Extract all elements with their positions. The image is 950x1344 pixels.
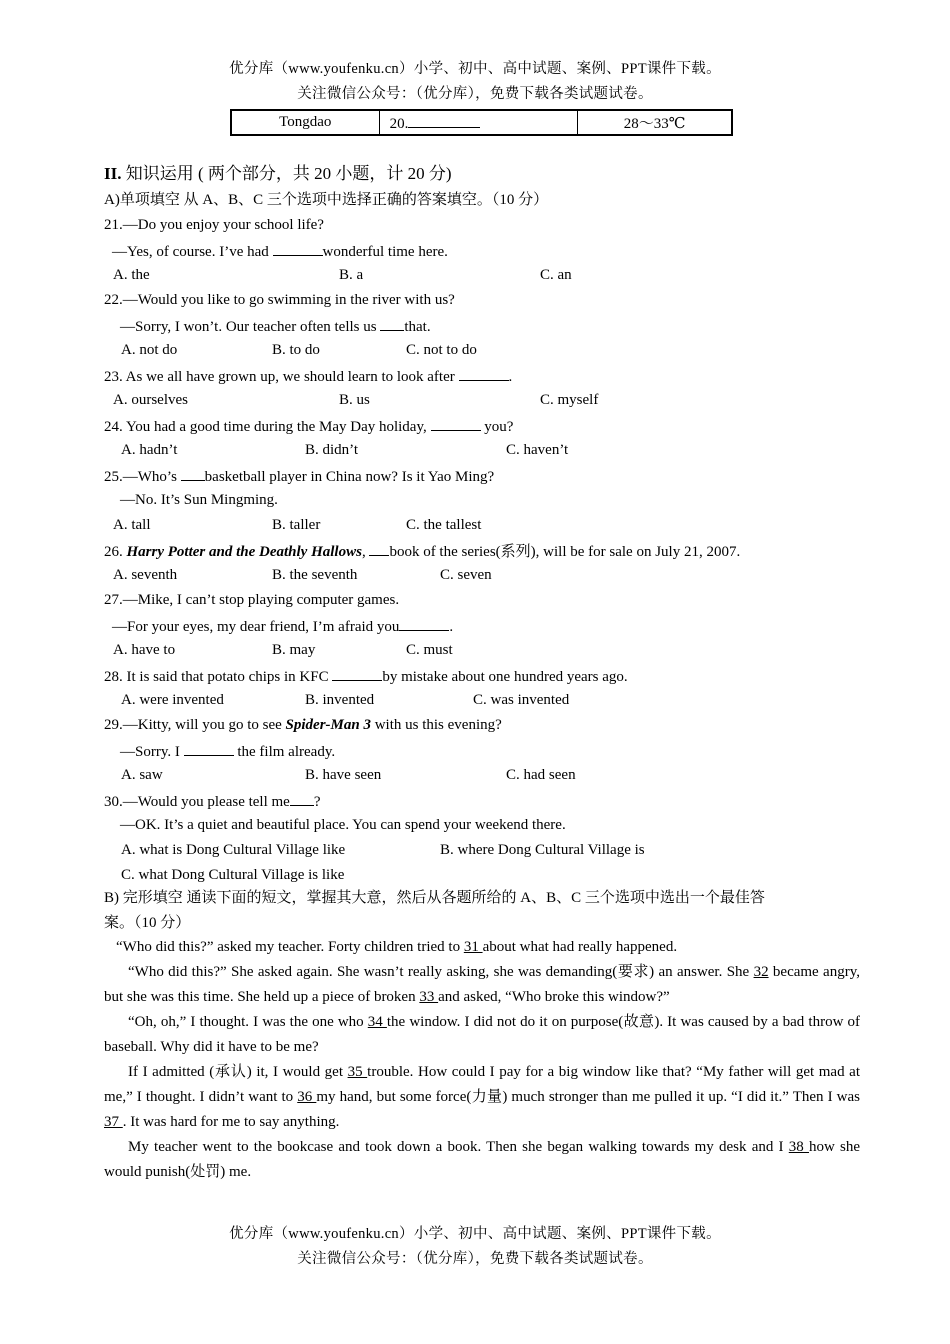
book-title: Harry Potter and the Deathly Hallows	[126, 544, 362, 560]
header-line-2: 关注微信公众号：（优分库），免费下载各类试题试卷。	[297, 86, 653, 102]
option-27-a: A. have to	[113, 642, 176, 658]
option-29-c: C. had seen	[506, 767, 576, 783]
option-25-a: A. tall	[113, 517, 151, 533]
passage-text: about what had really happened.	[482, 939, 678, 955]
paragraph-5	[104, 1135, 860, 1185]
cloze-passage	[104, 935, 860, 1185]
section-number: II.	[104, 164, 122, 183]
passage-text: the window. I did not do it on purpose(故意). It was caused by a bad throw of baseball. Why did it have to be me?	[104, 1014, 861, 1055]
film-title: Spider-Man 3	[285, 717, 371, 733]
paragraph-1	[104, 935, 860, 960]
option-21-a: A. the	[113, 267, 150, 283]
answer-blank	[181, 465, 205, 481]
part-b-instructions: B) 完形填空 通读下面的短文，掌握其大意，然后从各题所给的 A、B、C 三个选项中选出一个最佳答	[104, 890, 765, 906]
option-21-b: B. a	[339, 267, 364, 283]
question-22: 22.—Would you like to go swimming in the river with us?	[104, 292, 455, 308]
blank-38: 38	[788, 1139, 809, 1155]
option-28-b: B. invented	[305, 692, 375, 708]
question-28	[104, 665, 628, 687]
option-30-b: B. where Dong Cultural Village is	[440, 842, 645, 858]
answer-blank	[290, 790, 314, 806]
option-25-c: C. the tallest	[406, 517, 482, 533]
option-27-b: B. may	[272, 642, 316, 658]
option-28-c: C. was invented	[473, 692, 570, 708]
section-title-text: 知识运用 ( 两个部分，共 20 小题，计 20 分)	[121, 164, 452, 183]
option-28-a: A. were invented	[121, 692, 224, 708]
question-text: with us this evening?	[370, 717, 502, 733]
question-text: ,	[361, 544, 370, 560]
question-27: 27.—Mike, I can’t stop playing computer games.	[104, 592, 400, 608]
section-title	[104, 164, 452, 184]
answer-text: wonderful time here.	[322, 244, 448, 260]
option-25-b: B. taller	[272, 517, 321, 533]
answer-30: —OK. It’s a quiet and beautiful place. You can spend your weekend there.	[120, 817, 566, 833]
question-30	[104, 790, 321, 812]
passage-text: how she would punish(处罚) me.	[104, 1139, 861, 1180]
option-29-b: B. have seen	[305, 767, 382, 783]
passage-text: trouble. How could I pay for a big window like that? “My father will get mad at me,” I thought. I didn’t want to	[104, 1064, 861, 1105]
city-cell: Tongdao	[231, 110, 379, 135]
question-text: 28. It is said that potato chips in KFC	[104, 669, 333, 685]
passage-text: My teacher went to the bookcase and took down a book. Then she began walking towards my desk and I	[128, 1139, 789, 1155]
question-text: 29.—Kitty, will you go to see	[104, 717, 286, 733]
blank-31: 31	[463, 939, 483, 955]
question-text: 26.	[104, 544, 127, 560]
answer-blank	[380, 315, 404, 331]
question-text: you?	[480, 419, 514, 435]
header-line-1: 优分库（www.youfenku.cn）小学、初中、高中试题、案例、PPT课件下载。	[229, 61, 721, 77]
answer-blank	[399, 615, 449, 631]
question-text: 23. As we all have grown up, we should learn to look after	[104, 369, 459, 385]
option-24-b: B. didn’t	[305, 442, 359, 458]
option-24-c: C. haven’t	[506, 442, 569, 458]
passage-text: “Who did this?” She asked again. She wasn’t really asking, she was demanding(要求) an answer. She	[128, 964, 754, 980]
paragraph-2	[104, 960, 860, 1010]
answer-text: .	[449, 619, 454, 635]
blank-number: 20.	[389, 116, 409, 132]
blank-33: 33	[419, 989, 439, 1005]
option-23-b: B. us	[339, 392, 370, 408]
paragraph-3	[104, 1010, 860, 1060]
answer-text: that.	[404, 319, 431, 335]
blank-35: 35	[347, 1064, 368, 1080]
question-23	[104, 365, 512, 387]
answer-blank	[184, 740, 234, 756]
option-22-a: A. not do	[121, 342, 178, 358]
weather-table	[230, 109, 733, 136]
option-29-a: A. saw	[121, 767, 163, 783]
option-23-c: C. myself	[540, 392, 599, 408]
passage-text: my hand, but some force(力量) much stronger than me pulled it up. “I did it.” Then I was	[316, 1089, 861, 1105]
option-26-b: B. the seventh	[272, 567, 358, 583]
blank-cell	[379, 110, 578, 135]
option-26-c: C. seven	[440, 567, 492, 583]
question-text: 24. You had a good time during the May Day holiday,	[104, 419, 431, 435]
footer-line-2: 关注微信公众号：（优分库），免费下载各类试题试卷。	[297, 1251, 653, 1267]
blank-37: 37	[104, 1114, 123, 1130]
passage-text: If I admitted (承认) it, I would get	[128, 1064, 348, 1080]
question-text: ?	[313, 794, 321, 810]
answer-text: —Sorry. I	[120, 744, 184, 760]
question-26	[104, 540, 740, 562]
option-21-c: C. an	[540, 267, 572, 283]
footer-line-1: 优分库（www.youfenku.cn）小学、初中、高中试题、案例、PPT课件下载。	[229, 1226, 721, 1242]
option-27-c: C. must	[406, 642, 453, 658]
answer-text: —Sorry, I won’t. Our teacher often tells us	[120, 319, 381, 335]
blank-32: 32	[753, 964, 769, 980]
answer-blank	[332, 665, 382, 681]
option-22-c: C. not to do	[406, 342, 477, 358]
blank-34: 34	[367, 1014, 387, 1030]
question-29	[104, 715, 502, 735]
part-a-instructions: A)单项填空 从 A、B、C 三个选项中选择正确的答案填空。（10 分）	[104, 192, 549, 208]
option-26-a: A. seventh	[113, 567, 178, 583]
answer-text: —Yes, of course. I’ve had	[112, 244, 273, 260]
answer-blank	[408, 112, 480, 128]
passage-text: “Who did this?” asked my teacher. Forty children tried to	[116, 939, 464, 955]
answer-blank	[369, 540, 389, 556]
answer-21	[112, 240, 448, 262]
answer-text: the film already.	[233, 744, 336, 760]
passage-text: and asked, “Who broke this window?”	[438, 989, 670, 1005]
option-22-b: B. to do	[272, 342, 320, 358]
question-text: basketball player in China now? Is it Yao Ming?	[204, 469, 495, 485]
question-text: 30.—Would you please tell me	[104, 794, 290, 810]
question-text: 25.—Who’s	[104, 469, 181, 485]
answer-29	[120, 740, 335, 762]
option-30-a: A. what is Dong Cultural Village like	[121, 842, 346, 858]
question-text: book of the series(系列), will be for sale on July 21, 2007.	[389, 544, 741, 560]
temperature-cell: 28～33℃	[578, 110, 732, 135]
paragraph-4	[104, 1060, 860, 1135]
question-25	[104, 465, 494, 487]
answer-text: —For your eyes, my dear friend, I’m afraid you	[112, 619, 400, 635]
question-text: .	[508, 369, 513, 385]
passage-text: became angry, but she was this time. She held up a piece of broken	[104, 964, 860, 1005]
option-24-a: A. hadn’t	[121, 442, 178, 458]
question-24	[104, 415, 513, 437]
option-30-c: C. what Dong Cultural Village is like	[121, 867, 345, 883]
answer-blank	[431, 415, 481, 431]
answer-27	[112, 615, 453, 637]
question-text: by mistake about one hundred years ago.	[382, 669, 628, 685]
part-b-instructions-cont: 案。（10 分）	[104, 915, 191, 931]
answer-blank	[459, 365, 509, 381]
table-row	[231, 110, 732, 135]
answer-25: —No. It’s Sun Mingming.	[120, 492, 278, 508]
passage-text: . It was hard for me to say anything.	[122, 1114, 340, 1130]
blank-36: 36	[297, 1089, 317, 1105]
question-21: 21.—Do you enjoy your school life?	[104, 217, 324, 233]
answer-blank	[273, 240, 323, 256]
option-23-a: A. ourselves	[113, 392, 188, 408]
passage-text: “Oh, oh,” I thought. I was the one who	[128, 1014, 368, 1030]
answer-22	[120, 315, 431, 337]
